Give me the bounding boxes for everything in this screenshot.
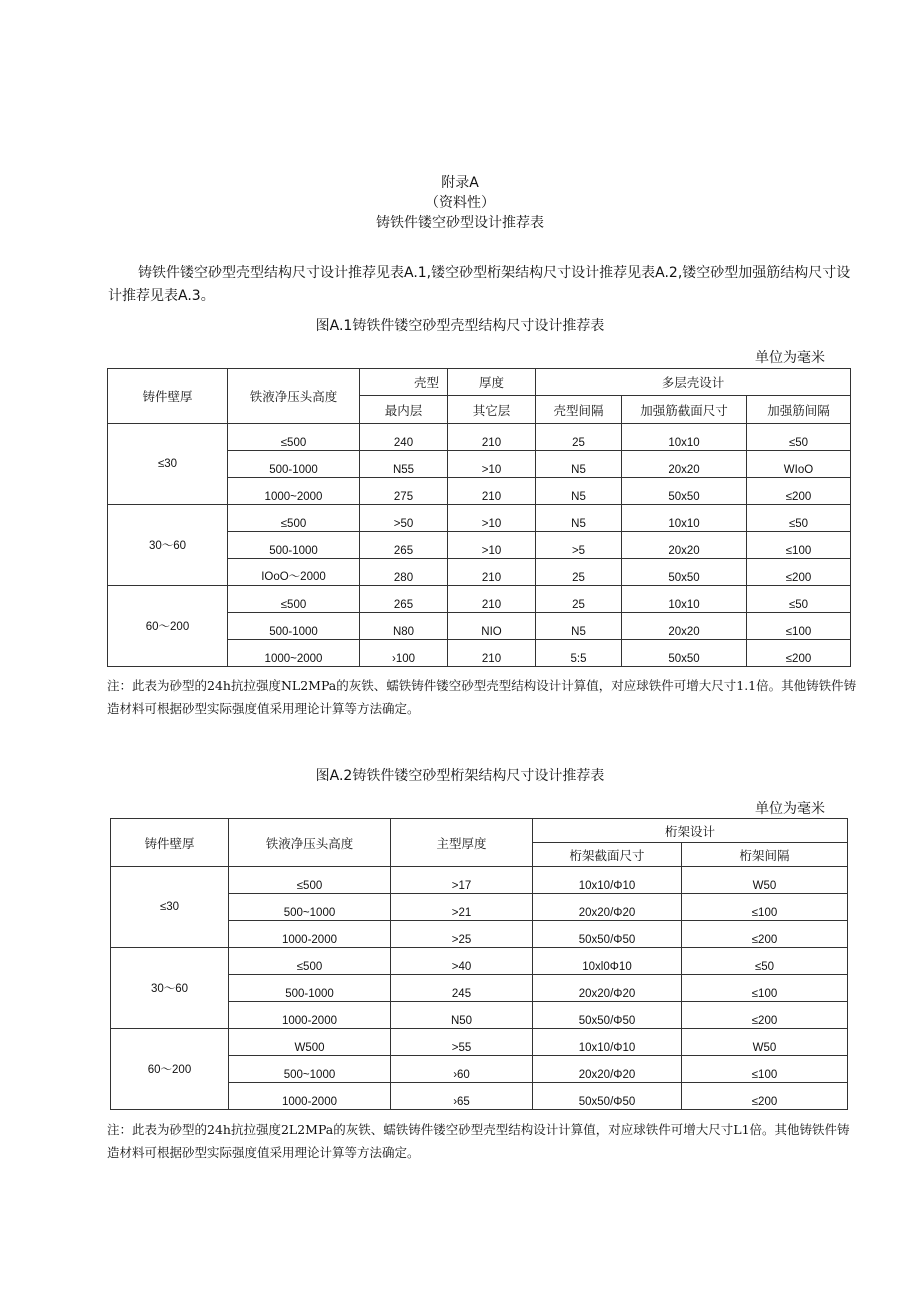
head-height-cell: 1000-2000 <box>229 1002 391 1029</box>
truss-gap-cell: ≤200 <box>682 1083 848 1110</box>
shell-gap-cell: N5 <box>536 451 622 478</box>
rib-section-cell: 20x20 <box>622 451 747 478</box>
rib-gap-cell: ≤100 <box>747 613 851 640</box>
rib-section-cell: 50x50 <box>622 478 747 505</box>
wall-thickness-cell: 30～60 <box>111 948 229 1029</box>
head-height-cell: 500~1000 <box>229 894 391 921</box>
table-row <box>111 948 848 975</box>
head-height-cell: 1000~2000 <box>228 640 360 667</box>
header-shell: 壳型 <box>360 369 448 396</box>
innermost-layer-cell: 265 <box>360 586 448 613</box>
header-multilayer-design: 多层壳设计 <box>536 369 851 396</box>
rib-section-cell: 50x50 <box>622 640 747 667</box>
wall-thickness-cell: ≤30 <box>108 424 228 505</box>
shell-gap-cell: 25 <box>536 424 622 451</box>
main-thickness-cell: >21 <box>391 894 533 921</box>
innermost-layer-cell: 240 <box>360 424 448 451</box>
header-rib-section: 加强筋截面尺寸 <box>622 396 747 424</box>
innermost-layer-cell: 275 <box>360 478 448 505</box>
other-layers-cell: 210 <box>448 424 536 451</box>
head-height-cell: 500-1000 <box>228 451 360 478</box>
rib-section-cell: 10x10 <box>622 424 747 451</box>
other-layers-cell: 210 <box>448 640 536 667</box>
truss-section-cell: 50x50/Φ50 <box>533 1083 682 1110</box>
head-height-cell: ≤500 <box>228 424 360 451</box>
innermost-layer-cell: 265 <box>360 532 448 559</box>
other-layers-cell: >10 <box>448 451 536 478</box>
table-row <box>111 867 848 894</box>
other-layers-cell: >10 <box>448 532 536 559</box>
header-shell-gap: 壳型间隔 <box>536 396 622 424</box>
main-thickness-cell: >25 <box>391 921 533 948</box>
shell-structure-table <box>107 368 851 667</box>
truss-section-cell: 50x50/Φ50 <box>533 921 682 948</box>
wall-thickness-cell: 30～60 <box>108 505 228 586</box>
main-thickness-cell: >40 <box>391 948 533 975</box>
truss-gap-cell: W50 <box>682 1029 848 1056</box>
head-height-cell: IOoO～2000 <box>228 559 360 586</box>
rib-section-cell: 20x20 <box>622 532 747 559</box>
truss-gap-cell: ≤200 <box>682 1002 848 1029</box>
header-iron-head-height: 铁液净压头高度 <box>228 369 360 424</box>
head-height-cell: 500~1000 <box>229 1056 391 1083</box>
shell-gap-cell: 25 <box>536 586 622 613</box>
table-row <box>108 424 851 451</box>
header-rib-gap: 加强筋间隔 <box>747 396 851 424</box>
shell-gap-cell: N5 <box>536 478 622 505</box>
header-thickness: 厚度 <box>448 369 536 396</box>
truss-section-cell: 20x20/Φ20 <box>533 1056 682 1083</box>
head-height-cell: 1000-2000 <box>229 921 391 948</box>
rib-gap-cell: ≤200 <box>747 640 851 667</box>
header-wall-thickness: 铸件壁厚 <box>108 369 228 424</box>
appendix-nature: （资料性） <box>425 195 495 211</box>
truss-gap-cell: ≤100 <box>682 1056 848 1083</box>
main-thickness-cell: 245 <box>391 975 533 1002</box>
truss-section-cell: 20x20/Φ20 <box>533 975 682 1002</box>
header-other-layers: 其它层 <box>448 396 536 424</box>
head-height-cell: 1000-2000 <box>229 1083 391 1110</box>
innermost-layer-cell: ›100 <box>360 640 448 667</box>
head-height-cell: W500 <box>229 1029 391 1056</box>
wall-thickness-cell: 60～200 <box>111 1029 229 1110</box>
other-layers-cell: >10 <box>448 505 536 532</box>
shell-gap-cell: >5 <box>536 532 622 559</box>
rib-gap-cell: WIoO <box>747 451 851 478</box>
table2-unit: 单位为毫米 <box>755 801 825 817</box>
head-height-cell: ≤500 <box>229 867 391 894</box>
header-innermost-layer: 最内层 <box>360 396 448 424</box>
innermost-layer-cell: 280 <box>360 559 448 586</box>
table2-caption: 图A.2铸铁件镂空砂型桁架结构尺寸设计推荐表 <box>315 768 605 784</box>
other-layers-cell: 210 <box>448 478 536 505</box>
table1-note: 注：此表为砂型的24h抗拉强度NL2MPa的灰铁、蠕铁铸件镂空砂型壳型结构设计计算值，对应球铁件可增大尺寸1.1倍。其他铸铁件铸造材料可根据砂型实际强度值采用理论计算等方法确定。 <box>107 678 857 716</box>
head-height-cell: ≤500 <box>228 586 360 613</box>
truss-gap-cell: ≤100 <box>682 975 848 1002</box>
truss-structure-table <box>110 818 848 1110</box>
appendix-label: 附录A <box>441 175 479 191</box>
truss-section-cell: 10x10/Φ10 <box>533 1029 682 1056</box>
truss-section-cell: 50x50/Φ50 <box>533 1002 682 1029</box>
innermost-layer-cell: >50 <box>360 505 448 532</box>
main-thickness-cell: N50 <box>391 1002 533 1029</box>
main-thickness-cell: >17 <box>391 867 533 894</box>
main-thickness-cell: ›60 <box>391 1056 533 1083</box>
other-layers-cell: 210 <box>448 559 536 586</box>
truss-gap-cell: W50 <box>682 867 848 894</box>
rib-gap-cell: ≤100 <box>747 532 851 559</box>
rib-section-cell: 10x10 <box>622 505 747 532</box>
rib-gap-cell: ≤50 <box>747 505 851 532</box>
truss-gap-cell: ≤100 <box>682 894 848 921</box>
header-iron-head-height: 铁液净压头高度 <box>229 819 391 867</box>
shell-gap-cell: N5 <box>536 613 622 640</box>
wall-thickness-cell: ≤30 <box>111 867 229 948</box>
rib-gap-cell: ≤200 <box>747 478 851 505</box>
table-row <box>108 505 851 532</box>
truss-section-cell: 10xl0Φ10 <box>533 948 682 975</box>
head-height-cell: 500-1000 <box>228 532 360 559</box>
table-row <box>108 586 851 613</box>
header-wall-thickness: 铸件壁厚 <box>111 819 229 867</box>
main-thickness-cell: >55 <box>391 1029 533 1056</box>
wall-thickness-cell: 60～200 <box>108 586 228 667</box>
rib-section-cell: 20x20 <box>622 613 747 640</box>
table1-caption: 图A.1铸铁件镂空砂型壳型结构尺寸设计推荐表 <box>315 318 605 334</box>
shell-gap-cell: 5:5 <box>536 640 622 667</box>
shell-gap-cell: N5 <box>536 505 622 532</box>
table-row <box>111 1029 848 1056</box>
head-height-cell: 500-1000 <box>229 975 391 1002</box>
other-layers-cell: 210 <box>448 586 536 613</box>
shell-gap-cell: 25 <box>536 559 622 586</box>
header-truss-section: 桁架截面尺寸 <box>533 843 682 867</box>
header-main-thickness: 主型厚度 <box>391 819 533 867</box>
other-layers-cell: NIO <box>448 613 536 640</box>
main-thickness-cell: ›65 <box>391 1083 533 1110</box>
header-truss-design: 桁架设计 <box>533 819 848 843</box>
innermost-layer-cell: N55 <box>360 451 448 478</box>
rib-section-cell: 10x10 <box>622 586 747 613</box>
header-truss-gap: 桁架间隔 <box>682 843 848 867</box>
truss-gap-cell: ≤200 <box>682 921 848 948</box>
head-height-cell: 1000~2000 <box>228 478 360 505</box>
truss-gap-cell: ≤50 <box>682 948 848 975</box>
appendix-title: 铸铁件镂空砂型设计推荐表 <box>376 215 544 231</box>
head-height-cell: ≤500 <box>229 948 391 975</box>
rib-gap-cell: ≤200 <box>747 559 851 586</box>
table2-note: 注：此表为砂型的24h抗拉强度2L2MPa的灰铁、蠕铁铸件镂空砂型壳型结构设计计算值，对应球铁件可增大尺寸L1倍。其他铸铁件铸造材料可根据砂型实际强度值采用理论计算等方法确定。 <box>107 1122 850 1160</box>
table1-unit: 单位为毫米 <box>755 350 825 366</box>
head-height-cell: 500-1000 <box>228 613 360 640</box>
rib-section-cell: 50x50 <box>622 559 747 586</box>
intro-text: 铸铁件镂空砂型壳型结构尺寸设计推荐见表A.1,镂空砂型桁架结构尺寸设计推荐见表A.2,镂空砂型加强筋结构尺寸设计推荐见表A.3。 <box>108 265 851 304</box>
innermost-layer-cell: N80 <box>360 613 448 640</box>
head-height-cell: ≤500 <box>228 505 360 532</box>
rib-gap-cell: ≤50 <box>747 586 851 613</box>
intro-paragraph <box>108 262 853 308</box>
rib-gap-cell: ≤50 <box>747 424 851 451</box>
truss-section-cell: 10x10/Φ10 <box>533 867 682 894</box>
truss-section-cell: 20x20/Φ20 <box>533 894 682 921</box>
